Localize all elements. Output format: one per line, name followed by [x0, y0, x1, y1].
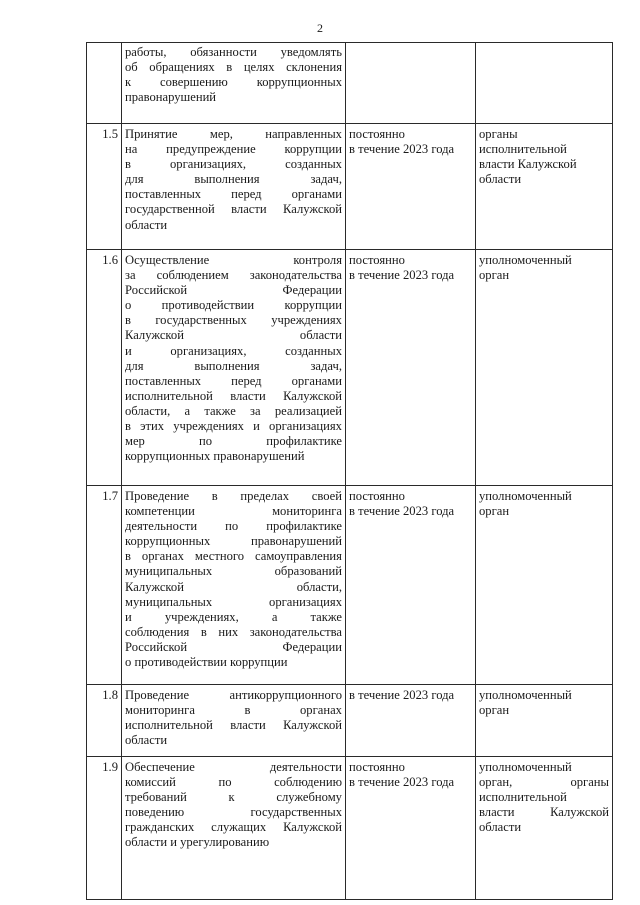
responsible-text-line: исполнительной [479, 790, 567, 805]
responsible-text [476, 124, 613, 250]
measure-text-line: соблюдения в них законодательства [125, 624, 342, 639]
item-number [87, 43, 122, 124]
measure-text-line: и организациях, созданных [125, 343, 342, 358]
responsible-text-line: исполнительной [479, 142, 567, 157]
responsible-text-line: уполномоченный [479, 688, 572, 702]
responsible-text-line: власти Калужской [479, 805, 609, 820]
measure-text-line: области и урегулированию [125, 835, 270, 850]
measure-text-line: муниципальных образований [125, 564, 342, 579]
responsible-text [476, 757, 613, 900]
term-text-line: постоянно [349, 489, 405, 503]
measure-text-line: исполнительной власти Калужской [125, 388, 342, 403]
measure-text-line: комиссий по соблюдению [125, 775, 342, 790]
table-row [87, 486, 613, 685]
measure-text-line: компетенции мониторинга [125, 504, 342, 519]
item-number: 1.9 [87, 757, 122, 900]
measure-text-line: Проведение в пределах своей [125, 489, 342, 503]
measure-text-line: поставленных перед органами [125, 373, 342, 388]
responsible-text-line: орган, органы [479, 775, 609, 790]
measure-text-line: Российской Федерации [125, 283, 342, 298]
table-row [87, 250, 613, 486]
measure-text-line: правонарушений [125, 90, 217, 105]
responsible-text-line: органы [479, 127, 518, 141]
measure-text-line: Обеспечение деятельности [125, 760, 342, 774]
responsible-text-line: области [479, 172, 522, 187]
measure-text-line: гражданских служащих Калужской [125, 820, 342, 835]
responsible-text-line: власти Калужской [479, 157, 577, 172]
measure-text [122, 757, 346, 900]
measure-text-line: муниципальных организациях [125, 594, 342, 609]
responsible-text [476, 250, 613, 486]
measure-text-line: в организациях, созданных [125, 157, 342, 172]
item-number: 1.6 [87, 250, 122, 486]
measure-text-line: Принятие мер, направленных [125, 127, 342, 141]
responsible-text-line: орган [479, 268, 510, 283]
measure-text-line: о противодействии коррупции [125, 655, 288, 670]
responsible-text [476, 486, 613, 685]
measure-text-line: поставленных перед органами [125, 187, 342, 202]
responsible-text [476, 43, 613, 124]
measure-text-line: государственной власти Калужской [125, 202, 342, 217]
measure-text-line: об обращениях в целях склонения [125, 60, 342, 75]
term-text-line: в течение 2023 года [349, 688, 455, 702]
term-text-line: в течение 2023 года [349, 268, 455, 283]
measure-text-line: Калужской области [125, 328, 342, 343]
term-text [346, 685, 476, 757]
measure-text-line: области, а также за реализацией [125, 403, 342, 418]
term-text [346, 757, 476, 900]
measure-text-line: требований к служебному [125, 790, 342, 805]
measure-text-line: Проведение антикоррупционного [125, 688, 342, 702]
table-row [87, 757, 613, 900]
term-text [346, 250, 476, 486]
measure-text-line: работы, обязанности уведомлять [125, 45, 342, 59]
measure-text [122, 250, 346, 486]
item-number: 1.5 [87, 124, 122, 250]
term-text [346, 43, 476, 124]
term-text [346, 124, 476, 250]
responsible-text-line: области [479, 820, 522, 835]
measure-text-line: коррупционных правонарушений [125, 534, 342, 549]
term-text-line: в течение 2023 года [349, 775, 455, 790]
measures-table-body [87, 43, 613, 900]
measures-table [86, 42, 613, 900]
measure-text [122, 43, 346, 124]
term-text-line: постоянно [349, 127, 405, 141]
measure-text-line: мониторинга в органах [125, 703, 342, 718]
table-row [87, 685, 613, 757]
term-text [346, 486, 476, 685]
measure-text [122, 486, 346, 685]
responsible-text-line: уполномоченный [479, 489, 572, 503]
term-text-line: в течение 2023 года [349, 142, 455, 157]
term-text-line: постоянно [349, 253, 405, 267]
measure-text-line: Осуществление контроля [125, 253, 342, 267]
measure-text-line: деятельности по профилактике [125, 519, 342, 534]
measure-text-line: в этих учреждениях и организациях [125, 419, 342, 434]
measure-text-line: Российской Федерации [125, 639, 342, 654]
responsible-text [476, 685, 613, 757]
measure-text-line: за соблюдением законодательства [125, 268, 342, 283]
measure-text-line: в органах местного самоуправления [125, 549, 342, 564]
measure-text [122, 124, 346, 250]
measure-text [122, 685, 346, 757]
measure-text-line: о противодействии коррупции [125, 298, 342, 313]
measure-text-line: к совершению коррупционных [125, 75, 342, 90]
responsible-text-line: уполномоченный [479, 760, 572, 774]
measure-text-line: и учреждениях, а также [125, 609, 342, 624]
measure-text-line: области [125, 217, 168, 232]
item-number: 1.8 [87, 685, 122, 757]
measure-text-line: поведению государственных [125, 805, 342, 820]
table-row [87, 43, 613, 124]
measure-text-line: исполнительной власти Калужской [125, 718, 342, 733]
measure-text-line: для выполнения задач, [125, 358, 342, 373]
item-number: 1.7 [87, 486, 122, 685]
term-text-line: постоянно [349, 760, 405, 774]
page-number: 2 [317, 21, 323, 35]
responsible-text-line: уполномоченный [479, 253, 572, 267]
measure-text-line: мер по профилактике [125, 434, 342, 449]
measure-text-line: в государственных учреждениях [125, 313, 342, 328]
measure-text-line: Калужской области, [125, 579, 342, 594]
measure-text-line: на предупреждение коррупции [125, 142, 342, 157]
measure-text-line: для выполнения задач, [125, 172, 342, 187]
measure-text-line: области [125, 733, 168, 748]
responsible-text-line: орган [479, 504, 510, 519]
table-row [87, 124, 613, 250]
responsible-text-line: орган [479, 703, 510, 718]
term-text-line: в течение 2023 года [349, 504, 455, 519]
measure-text-line: коррупционных правонарушений [125, 449, 305, 464]
